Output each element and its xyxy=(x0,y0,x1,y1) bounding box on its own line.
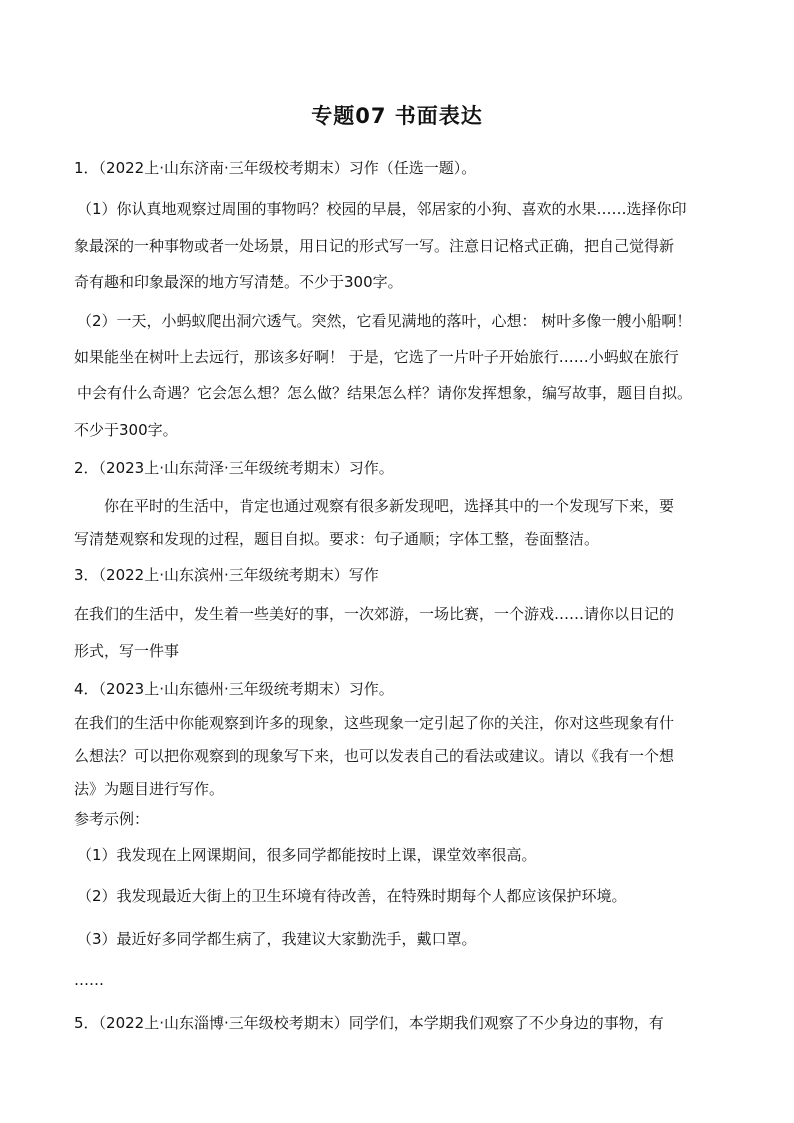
question-2-line-1: 你在平时的生活中，肯定也通过观察有很多新发现吧，选择其中的一个发现写下来，要 xyxy=(104,497,675,515)
question-1-option-2-line-2: 如果能坐在树叶上去远行，那该多好啊！ 于是，它选了一片叶子开始旅行……小蚂蚁在旅行 xyxy=(74,348,679,366)
question-1-option-2-line-3: 中会有什么奇遇？它会怎么想？怎么做？结果怎么样？请你发挥想象，编写故事，题目自拟。 xyxy=(77,384,693,402)
question-3-heading: 3．（2022上·山东滨州·三年级统考期末）写作 xyxy=(74,566,379,584)
question-4-line-3: 法》为题目进行写作。 xyxy=(74,780,225,798)
question-1-heading: 1．（2022上·山东济南·三年级校考期末）习作（任选一题）。 xyxy=(74,159,477,177)
question-1-option-2-line-1: （2）一天，小蚂蚁爬出洞穴透气。突然，它看见满地的落叶，心想： 树叶多像一艘小船啊！ xyxy=(77,312,692,330)
question-4-line-1: 在我们的生活中你能观察到许多的现象，这些现象一定引起了你的关注，你对这些现象有什 xyxy=(74,714,675,732)
question-4-ellipsis: …… xyxy=(74,971,104,989)
question-4-example-1: （1）我发现在上网课期间，很多同学都能按时上课，课堂效率很高。 xyxy=(77,846,537,864)
question-3-line-2: 形式，写一件事 xyxy=(74,642,180,660)
question-4-example-label: 参考示例： xyxy=(74,810,150,828)
question-2-heading: 2．（2023上·山东菏泽·三年级统考期末）习作。 xyxy=(74,459,394,477)
page-title: 专题07 书面表达 xyxy=(311,104,483,128)
question-4-example-2: （2）我发现最近大街上的卫生环境有待改善，在特殊时期每个人都应该保护环境。 xyxy=(77,887,627,905)
question-4-example-3: （3）最近好多同学都生病了，我建议大家勤洗手，戴口罩。 xyxy=(77,930,477,948)
question-5-heading: 5．（2022上·山东淄博·三年级校考期末）同学们，本学期我们观察了不少身边的事物，有 xyxy=(74,1014,664,1032)
question-1-option-2-line-4: 不少于300字。 xyxy=(74,421,178,439)
question-1-option-1-line-2: 象最深的一种事物或者一处场景，用日记的形式写一写。注意日记格式正确，把自己觉得新 xyxy=(74,237,675,255)
question-1-option-1-line-1: （1）你认真地观察过周围的事物吗？校园的早晨，邻居家的小狗、喜欢的水果……选择你印 xyxy=(77,200,687,218)
question-3-line-1: 在我们的生活中，发生着一些美好的事，一次郊游，一场比赛，一个游戏……请你以日记的 xyxy=(74,605,675,623)
question-2-line-2: 写清楚观察和发现的过程，题目自拟。要求：句子通顺；字体工整，卷面整洁。 xyxy=(74,530,600,548)
question-4-heading: 4．（2023上·山东德州·三年级统考期末）习作。 xyxy=(74,680,394,698)
question-4-line-2: 么想法？可以把你观察到的现象写下来，也可以发表自己的看法或建议。请以《我有一个想 xyxy=(74,747,675,765)
question-1-option-1-line-3: 奇有趣和印象最深的地方写清楚。不少于300字。 xyxy=(74,273,403,291)
